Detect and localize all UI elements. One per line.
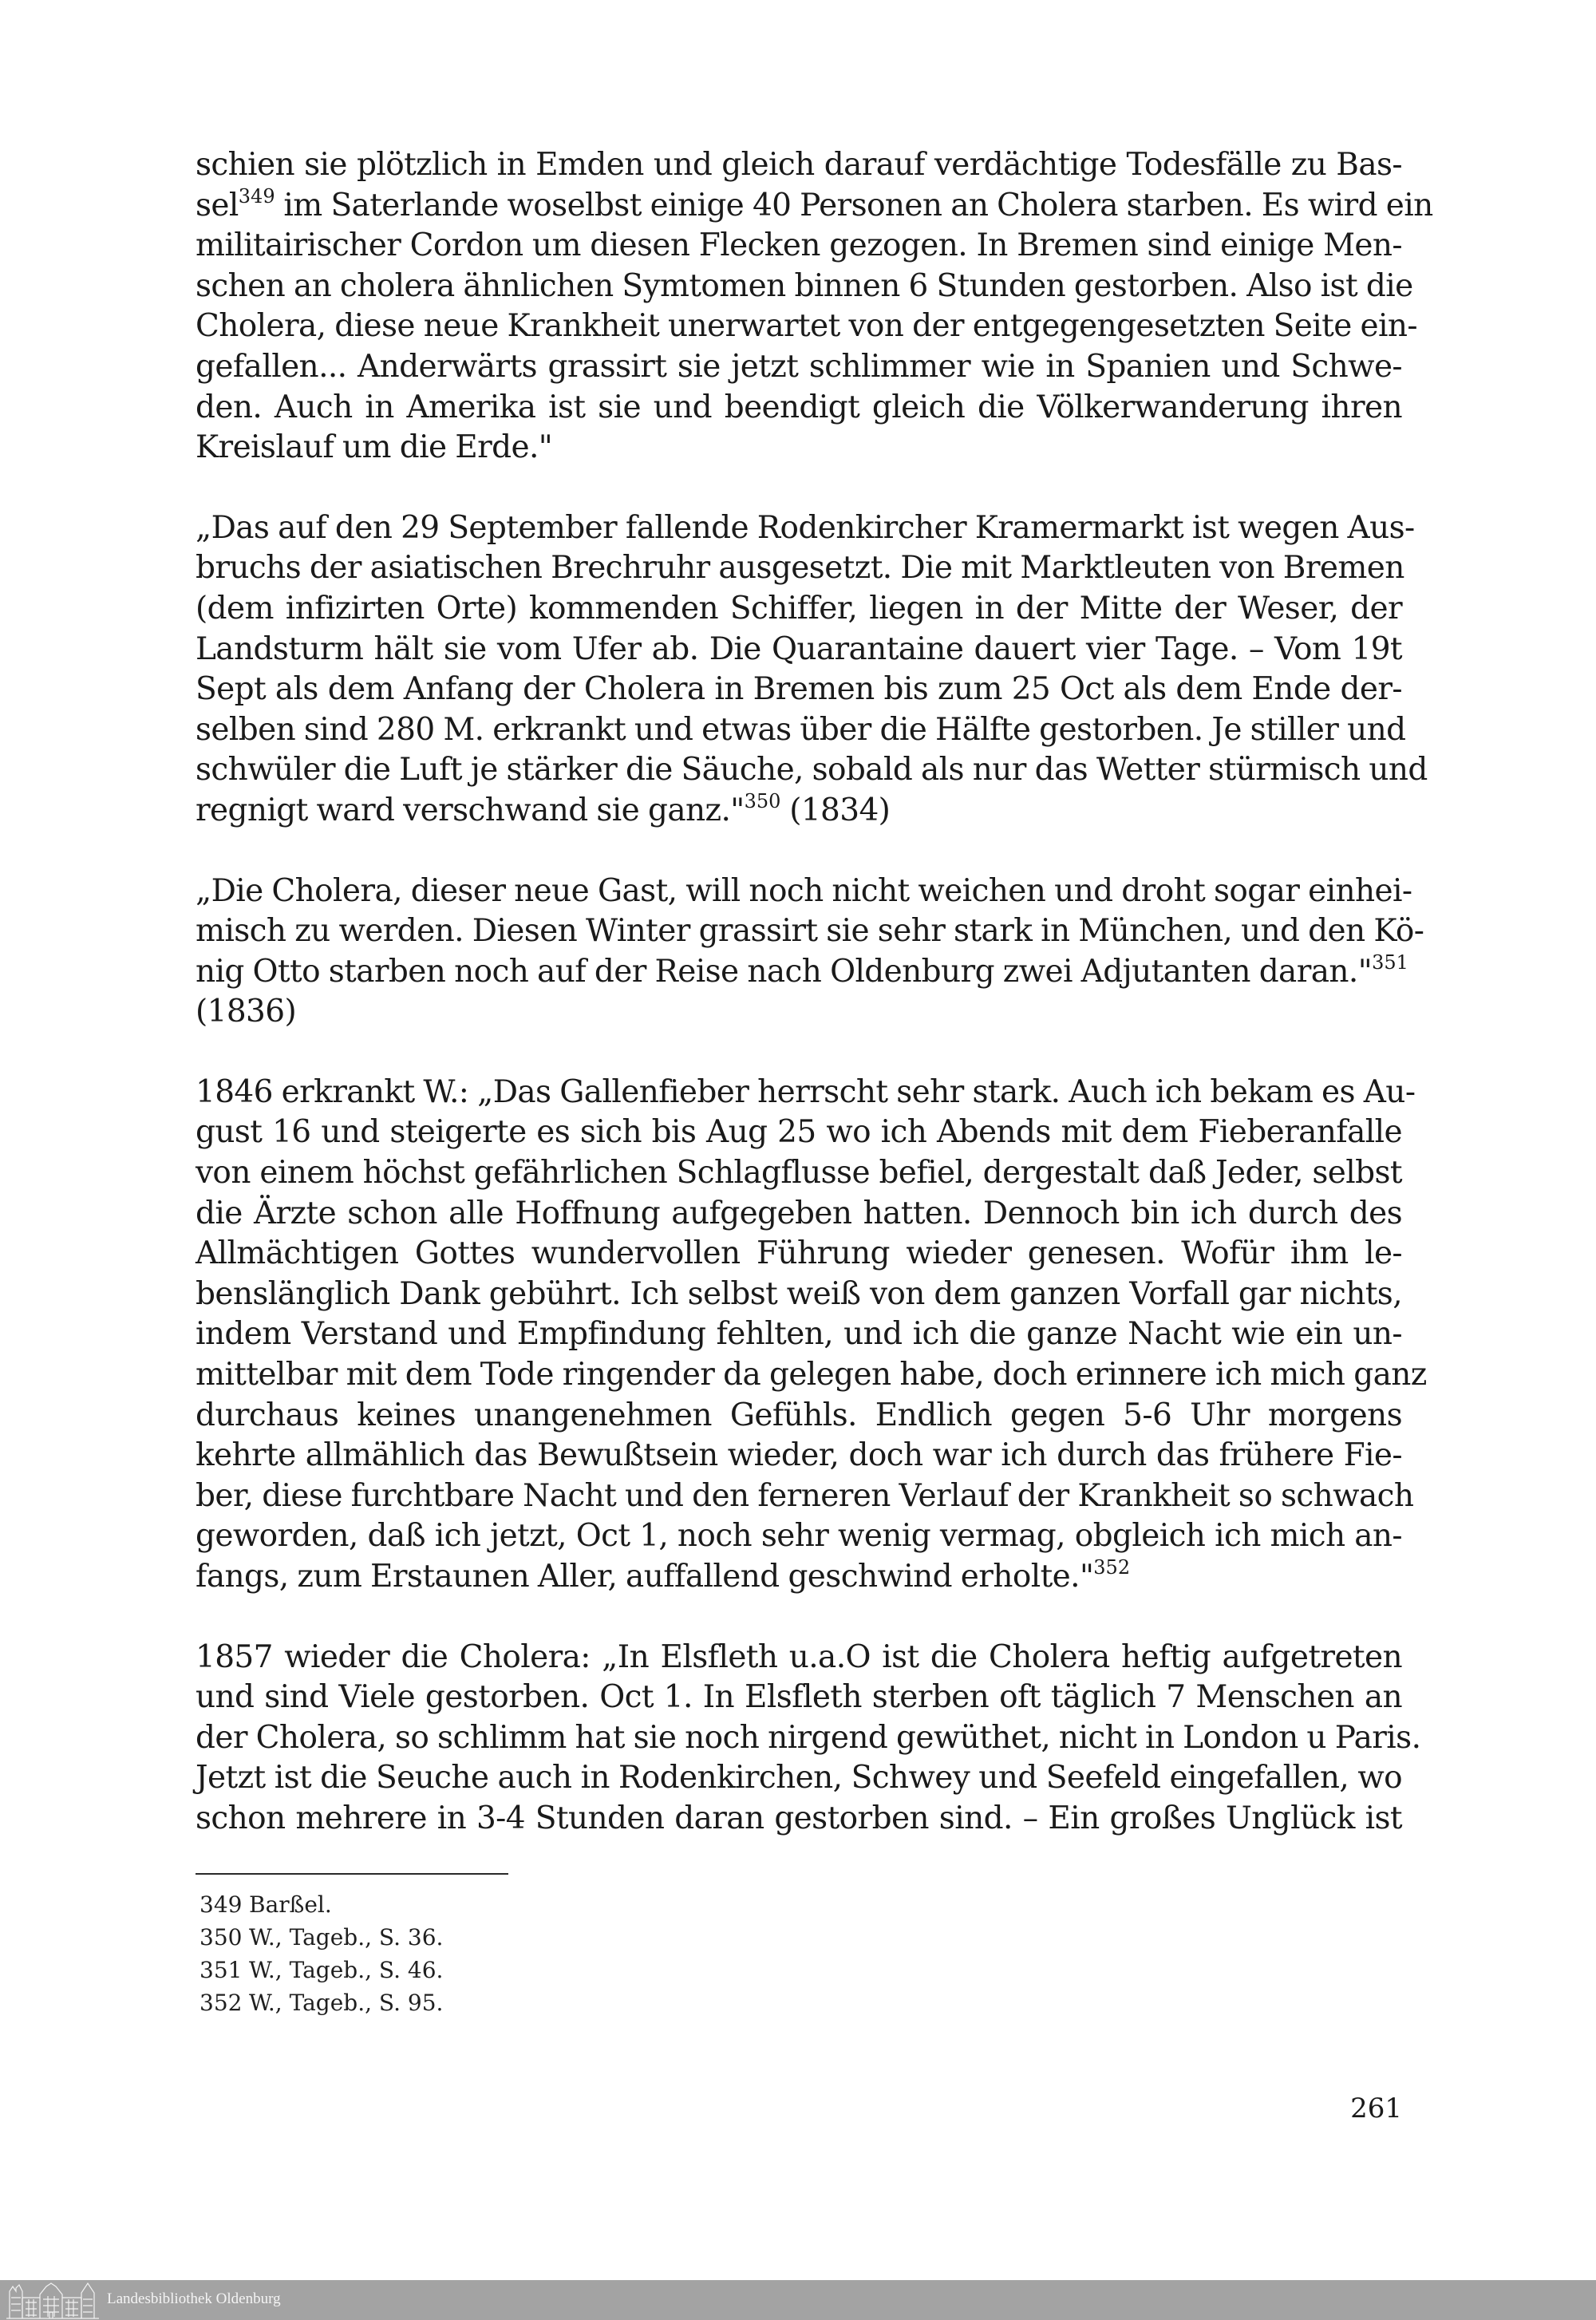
text-line: sel$^{349}$ im Saterlande woselbst einige 40 Personen an Cholera starben. Es wird ein [196, 184, 1433, 223]
text-line: schon mehrere in 3-4 Stunden daran gestorben sind. – Ein großes Unglück ist [196, 1800, 1402, 1836]
text-line: von einem höchst gefährlichen Schlagflusse befiel, dergestalt daß Jeder, selbst [196, 1155, 1402, 1192]
text-line: und sind Viele gestorben. Oct 1. In Elsfleth sterben oft täglich 7 Menschen an [196, 1679, 1402, 1716]
footnote-350 [200, 1921, 443, 1954]
text-line: Sept als dem Anfang der Cholera in Bremen bis zum 25 Oct als dem Ende der- [196, 671, 1402, 708]
text-line: schen an cholera ähnlichen Symtomen binnen 6 Stunden gestorben. Also ist die [196, 267, 1413, 304]
paragraph-5 [196, 1638, 1421, 1840]
text-line: Landsturm hält sie vom Ufer ab. Die Quarantaine dauert vier Tage. – Vom 19t [196, 630, 1402, 667]
text-line: ber, diese furchtbare Nacht und den ferneren Verlauf der Krankheit so schwach [196, 1477, 1414, 1514]
footnote-351 [200, 1954, 443, 1986]
footnote-349 [200, 1888, 443, 1921]
text-line: regnigt ward verschwand sie ganz."$^{350}$ (1834) [196, 789, 891, 828]
text-line: schwüler die Luft je stärker die Säuche, sobald als nur das Wetter stürmisch und [196, 752, 1428, 788]
footnote-reference: 352 [1093, 1556, 1131, 1579]
footnote-reference: 349 [238, 184, 275, 207]
library-building-icon [5, 2280, 101, 2320]
text-line: Kreislauf um die Erde." [196, 429, 553, 466]
text-line: bruchs der asiatischen Brechruhr ausgesetzt. Die mit Marktleuten von Bremen [196, 550, 1404, 587]
text-line: schien sie plötzlich in Emden und gleich darauf verdächtige Todesfälle zu Bas- [196, 147, 1402, 183]
footer-institution-name: Landesbibliothek Oldenburg [107, 2290, 281, 2307]
text-line: gust 16 und steigerte es sich bis Aug 25 wo ich Abends mit dem Fieberanfalle [196, 1114, 1402, 1151]
footnote-352 [200, 1986, 443, 2019]
text-line: militairischer Cordon um diesen Flecken gezogen. In Bremen sind einige Men- [196, 227, 1402, 264]
text-line: geworden, daß ich jetzt, Oct 1, noch sehr wenig vermag, obgleich ich mich an- [196, 1518, 1402, 1555]
text-line: Jetzt ist die Seuche auch in Rodenkirchen, Schwey und Seefeld eingefallen, wo [196, 1760, 1402, 1796]
text-line: selben sind 280 M. erkrankt und etwas über die Hälfte gestorben. Je stiller und [196, 711, 1406, 748]
footnote-separator [196, 1873, 508, 1875]
text-line: (dem infizirten Orte) kommenden Schiffer, liegen in der Mitte der Weser, der [196, 590, 1402, 626]
text-line: kehrte allmählich das Bewußtsein wieder, doch war ich durch das frühere Fie- [196, 1437, 1402, 1474]
text-line: der Cholera, so schlimm hat sie noch nirgend gewüthet, nicht in London u Paris. [196, 1719, 1421, 1756]
page-body [196, 145, 1433, 1879]
paragraph-2 [196, 508, 1428, 832]
footnotes [200, 1888, 443, 2019]
text-line: 1857 wieder die Cholera: „In Elsfleth u.a.O ist die Cholera heftig aufgetreten [196, 1638, 1402, 1675]
footnote-number: 349 [200, 1891, 243, 1918]
text-line: „Die Cholera, dieser neue Gast, will noch nicht weichen und droht sogar einhei- [196, 872, 1412, 909]
text-line: mittelbar mit dem Tode ringender da gelegen habe, doch erinnere ich mich ganz [196, 1357, 1427, 1393]
text-line: fangs, zum Erstaunen Aller, auffallend geschwind erholte."$^{352}$ [196, 1556, 1131, 1595]
footnote-text: W., Tageb., S. 36. [249, 1924, 444, 1950]
footnote-number: 352 [200, 1990, 243, 2016]
footnote-text: Barßel. [249, 1891, 332, 1918]
footnote-text: W., Tageb., S. 46. [249, 1957, 444, 1983]
footer-bar [0, 2280, 1596, 2320]
paragraph-4 [196, 1073, 1427, 1598]
text-line: indem Verstand und Empfindung fehlten, und ich die ganze Nacht wie ein un- [196, 1316, 1402, 1353]
text-line: die Ärzte schon alle Hoffnung aufgegeben hatten. Dennoch bin ich durch des [196, 1195, 1402, 1231]
text-line: nig Otto starben noch auf der Reise nach Oldenburg zwei Adjutanten daran."$^{351}$ [196, 951, 1408, 990]
page-number: 261 [1350, 2093, 1402, 2124]
text-line: Allmächtigen Gottes wundervollen Führung wieder genesen. Wofür ihm le- [196, 1235, 1402, 1272]
text-line: gefallen... Anderwärts grassirt sie jetzt schlimmer wie in Spanien und Schwe- [196, 348, 1402, 385]
footnote-number: 351 [200, 1957, 243, 1983]
footnote-text: W., Tageb., S. 95. [249, 1990, 444, 2016]
text-line: (1836) [196, 994, 297, 1030]
paragraph-1 [196, 145, 1433, 468]
text-line: „Das auf den 29 September fallende Rodenkircher Kramermarkt ist wegen Aus- [196, 509, 1415, 546]
text-line: benslänglich Dank gebührt. Ich selbst weiß von dem ganzen Vorfall gar nichts, [196, 1275, 1402, 1312]
text-line: Cholera, diese neue Krankheit unerwartet von der entgegengesetzten Seite ein- [196, 308, 1417, 345]
paragraph-3 [196, 871, 1424, 1033]
footnote-number: 350 [200, 1924, 243, 1950]
text-line: durchaus keines unangenehmen Gefühls. Endlich gegen 5-6 Uhr morgens [196, 1397, 1402, 1433]
text-line: misch zu werden. Diesen Winter grassirt sie sehr stark in München, und den Kö- [196, 913, 1424, 950]
text-line: den. Auch in Amerika ist sie und beendigt gleich die Völkerwanderung ihren [196, 389, 1402, 425]
footnote-reference: 351 [1372, 951, 1408, 974]
text-line: 1846 erkrankt W.: „Das Gallenfieber herrscht sehr stark. Auch ich bekam es Au- [196, 1073, 1416, 1110]
footnote-reference: 350 [744, 789, 781, 812]
